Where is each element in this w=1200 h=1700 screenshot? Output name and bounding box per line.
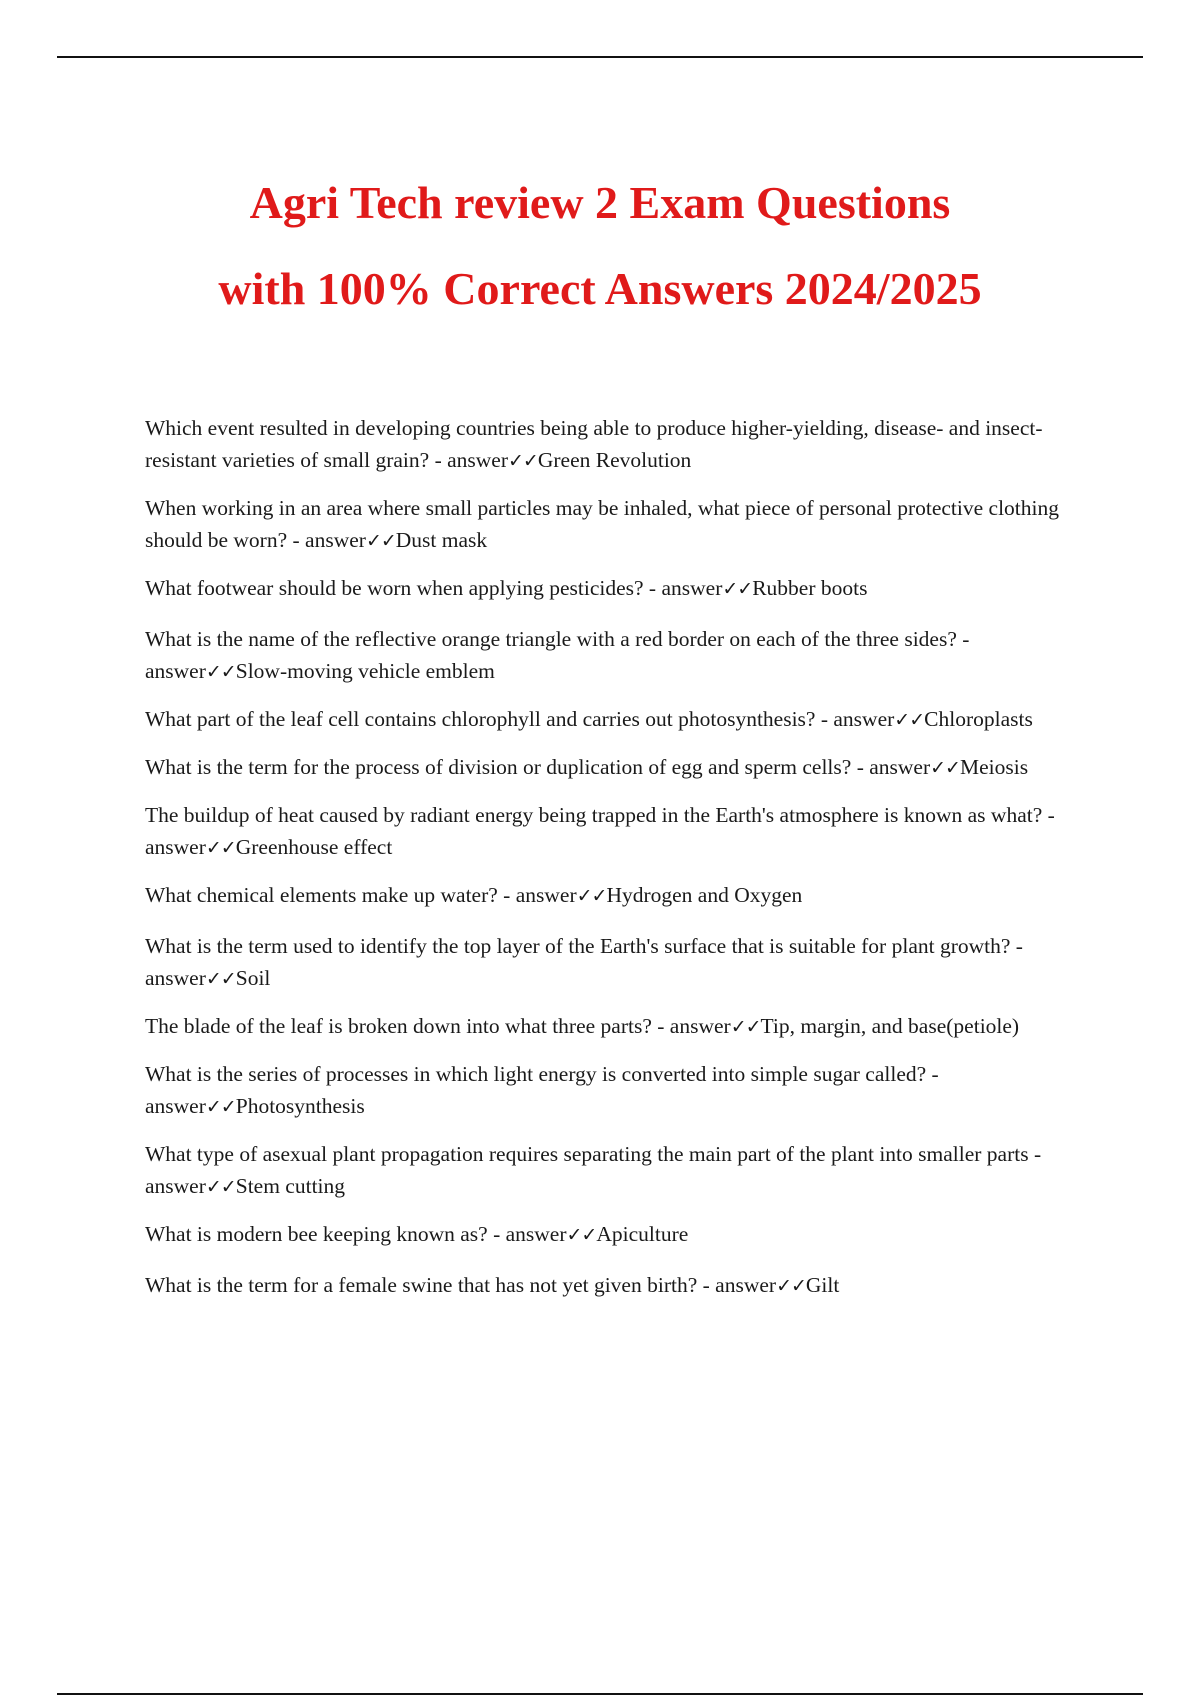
- separator: -: [643, 576, 662, 600]
- double-check-icon: ✓✓: [205, 661, 236, 683]
- answer-label: answer: [145, 1094, 206, 1118]
- separator: -: [287, 528, 306, 552]
- answer-label: answer: [661, 576, 723, 600]
- answer-text: Dust mask: [395, 528, 488, 552]
- answer-label: answer: [145, 966, 206, 990]
- question-text: What is the series of processes in which light energy is converted into simple sugar called?: [145, 1062, 927, 1086]
- double-check-icon: ✓✓: [205, 837, 236, 859]
- separator: -: [956, 627, 970, 651]
- double-check-icon: ✓✓: [894, 709, 925, 731]
- answer-text: Slow-moving vehicle emblem: [235, 659, 495, 683]
- question-text: When working in an area where small particles may be inhaled, what piece of personal protective clothing should be worn?: [145, 496, 1060, 552]
- answer-label: answer: [869, 755, 931, 779]
- qa-item: [145, 879, 1095, 912]
- answer-text: Green Revolution: [537, 448, 692, 472]
- double-check-icon: ✓✓: [930, 757, 960, 779]
- answer-label: answer: [669, 1014, 731, 1038]
- qa-item: [145, 623, 1095, 688]
- qa-item: [145, 1269, 1095, 1302]
- answer-label: answer: [505, 1222, 567, 1246]
- top-rule: [57, 56, 1143, 58]
- separator: -: [487, 1222, 506, 1246]
- qa-item: [145, 412, 1095, 477]
- separator: -: [429, 448, 448, 472]
- title-line-2: with 100% Correct Answers 2024/2025: [218, 263, 982, 314]
- question-text: What is the term used to identify the top layer of the Earth's surface that is suitable for plant growth?: [145, 934, 1011, 958]
- question-text: The blade of the leaf is broken down into what three parts?: [145, 1014, 652, 1038]
- double-check-icon: ✓✓: [566, 1224, 597, 1246]
- separator: -: [815, 707, 834, 731]
- double-check-icon: ✓✓: [576, 885, 607, 907]
- separator: -: [1010, 934, 1023, 958]
- answer-text: Chloroplasts: [924, 707, 1033, 731]
- separator: -: [651, 1014, 670, 1038]
- answer-label: answer: [145, 659, 206, 683]
- qa-item: [145, 799, 1095, 864]
- title-line-1: Agri Tech review 2 Exam Questions: [249, 177, 951, 228]
- double-check-icon: ✓✓: [508, 450, 538, 472]
- separator: -: [1042, 803, 1055, 827]
- answer-text: Gilt: [805, 1273, 840, 1297]
- answer-text: Greenhouse effect: [235, 835, 393, 859]
- question-text: What part of the leaf cell contains chlorophyll and carries out photosynthesis?: [145, 707, 816, 731]
- answer-text: Soil: [235, 966, 271, 990]
- qa-list: [145, 412, 1095, 1320]
- qa-item: [145, 930, 1095, 995]
- answer-text: Meiosis: [959, 755, 1029, 779]
- question-text: What is the term for a female swine that has not yet given birth?: [145, 1273, 698, 1297]
- qa-item: [145, 572, 1095, 605]
- answer-text: Tip, margin, and base(petiole): [760, 1014, 1020, 1038]
- answer-label: answer: [715, 1273, 777, 1297]
- double-check-icon: ✓✓: [730, 1016, 761, 1038]
- separator: -: [1028, 1142, 1042, 1166]
- double-check-icon: ✓✓: [776, 1275, 806, 1297]
- qa-item: [145, 751, 1095, 784]
- answer-text: Apiculture: [596, 1222, 689, 1246]
- double-check-icon: ✓✓: [205, 968, 236, 990]
- answer-text: Stem cutting: [235, 1174, 346, 1198]
- answer-text: Rubber boots: [752, 576, 868, 600]
- separator: -: [697, 1273, 716, 1297]
- answer-text: Hydrogen and Oxygen: [606, 883, 803, 907]
- question-text: What is the name of the reflective orange triangle with a red border on each of the three sides?: [145, 627, 957, 651]
- double-check-icon: ✓✓: [205, 1096, 236, 1118]
- question-text: What is modern bee keeping known as?: [145, 1222, 488, 1246]
- double-check-icon: ✓✓: [365, 530, 396, 552]
- answer-label: answer: [145, 1174, 206, 1198]
- question-text: What is the term for the process of division or duplication of egg and sperm cells?: [145, 755, 852, 779]
- separator: -: [926, 1062, 939, 1086]
- answer-label: answer: [447, 448, 508, 472]
- separator: -: [851, 755, 870, 779]
- question-text: The buildup of heat caused by radiant energy being trapped in the Earth's atmosphere is known as what?: [145, 803, 1043, 827]
- question-text: What chemical elements make up water?: [145, 883, 498, 907]
- answer-label: answer: [305, 528, 366, 552]
- separator: -: [497, 883, 516, 907]
- qa-item: [145, 1010, 1095, 1043]
- bottom-rule: [57, 1693, 1143, 1695]
- answer-label: answer: [145, 835, 206, 859]
- qa-item: [145, 1218, 1095, 1251]
- qa-item: [145, 1058, 1095, 1123]
- question-text: What footwear should be worn when applying pesticides?: [145, 576, 644, 600]
- question-text: What type of asexual plant propagation requires separating the main part of the plant into smaller parts: [145, 1142, 1029, 1166]
- double-check-icon: ✓✓: [205, 1176, 236, 1198]
- question-text: Which event resulted in developing countries being able to produce higher-yielding, disease- and insect- resistant varieties of small grain?: [145, 416, 1043, 472]
- document-title: [0, 160, 1200, 332]
- double-check-icon: ✓✓: [722, 578, 753, 600]
- qa-item: [145, 1138, 1095, 1203]
- answer-label: answer: [515, 883, 577, 907]
- qa-item: [145, 703, 1095, 736]
- answer-label: answer: [833, 707, 895, 731]
- answer-text: Photosynthesis: [235, 1094, 365, 1118]
- qa-item: [145, 492, 1095, 557]
